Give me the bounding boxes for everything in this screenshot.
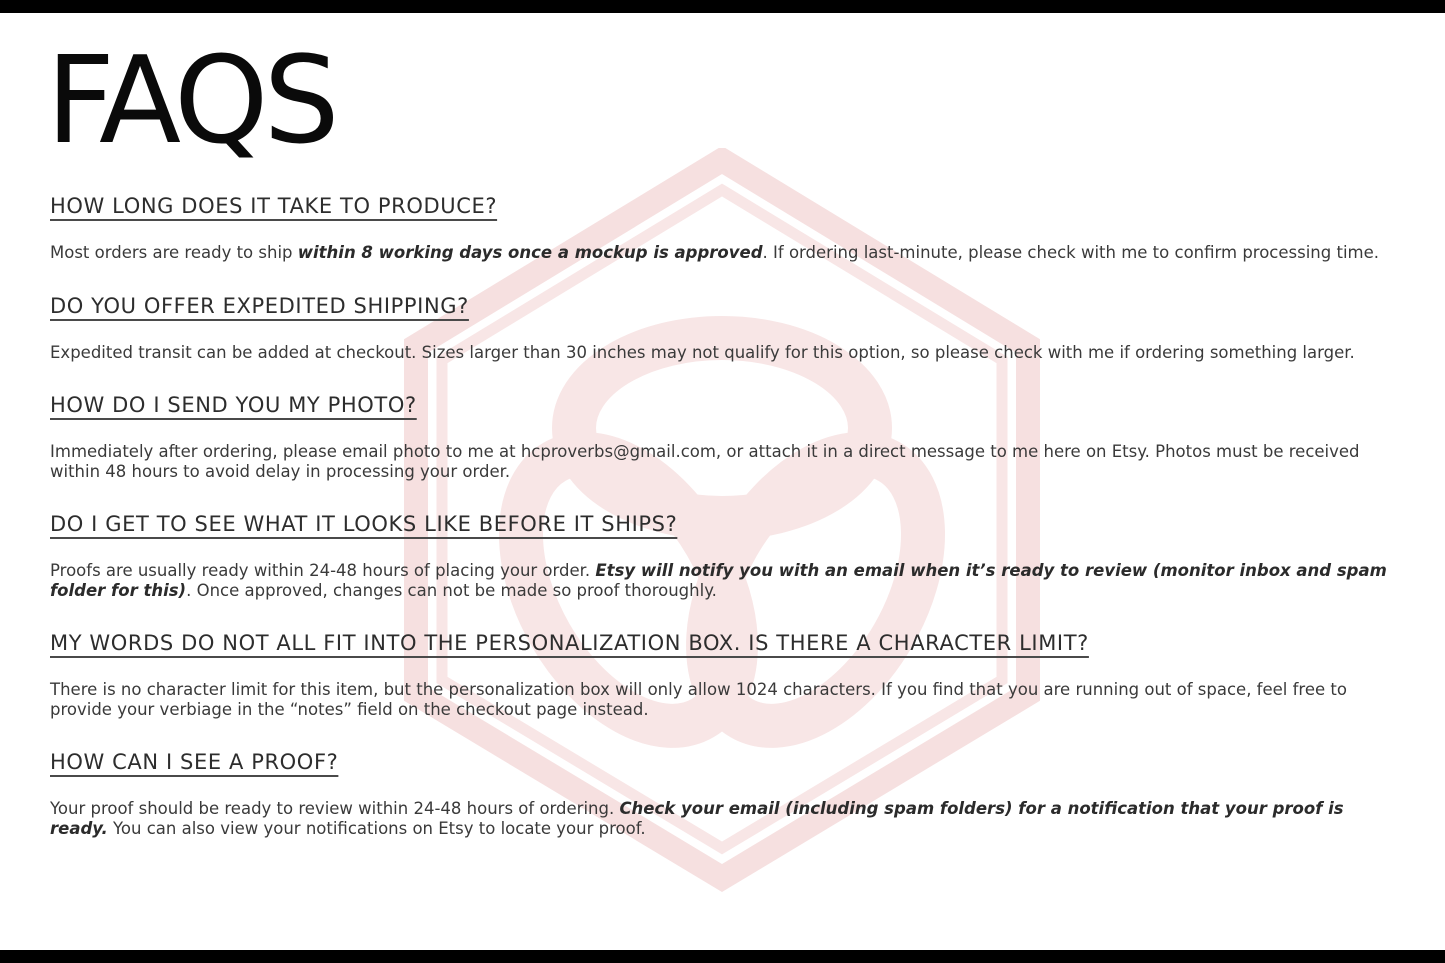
faq-answer (50, 442, 1397, 481)
answer-segment: There is no character limit for this item, but the personalization box will only allow 1024 characters. If you find that you are running out of space, feel free to provide your verbiage in the “notes” field on the checkout page instead. (50, 680, 1347, 719)
faq-answer (50, 799, 1397, 838)
faq-item (50, 193, 1397, 263)
answer-segment: . If ordering last-minute, please check with me to confirm processing time. (762, 243, 1380, 263)
faq-item (50, 293, 1397, 363)
page-title: FAQS (46, 32, 335, 171)
answer-segment: within 8 working days once a mockup is approved (297, 243, 763, 263)
answer-segment: Etsy will notify you with an email when it’s ready to review (monitor inbox and spam folder for this) (50, 561, 1387, 600)
faq-question: HOW LONG DOES IT TAKE TO PRODUCE? (50, 194, 498, 219)
answer-segment: . Once approved, changes can not be made so proof thoroughly. (186, 580, 717, 600)
faq-item (50, 749, 1397, 838)
answer-segment: Immediately after ordering, please email photo to me at hcproverbs@gmail.com, or attach it in a direct message to me here on Etsy. Photos must be received within 48 hours to avoid delay in processing your order. (50, 442, 1360, 481)
answer-segment: Your proof should be ready to review within 24-48 hours of ordering. (50, 799, 620, 819)
faq-list (50, 193, 1397, 838)
answer-segment: Proofs are usually ready within 24-48 hours of placing your order. (50, 561, 596, 581)
faq-item (50, 511, 1397, 600)
faq-question: DO I GET TO SEE WHAT IT LOOKS LIKE BEFORE IT SHIPS? (50, 512, 678, 537)
faq-item (50, 630, 1397, 719)
answer-segment: Expedited transit can be added at checkout. Sizes larger than 30 inches may not qualify for this option, so please check with me if ordering something larger. (50, 342, 1355, 362)
faq-question: MY WORDS DO NOT ALL FIT INTO THE PERSONALIZATION BOX. IS THERE A CHARACTER LIMIT? (50, 631, 1089, 656)
faq-item (50, 392, 1397, 481)
answer-segment: Check your email (including spam folders) for a notification that your proof is ready. (50, 799, 1344, 838)
faq-question: DO YOU OFFER EXPEDITED SHIPPING? (50, 293, 469, 318)
faq-question: HOW CAN I SEE A PROOF? (50, 750, 339, 775)
answer-segment: Most orders are ready to ship (50, 243, 298, 263)
bottom-black-bar (0, 950, 1445, 963)
faq-answer (50, 343, 1397, 363)
faq-answer (50, 680, 1397, 719)
faq-answer (50, 561, 1397, 600)
faq-answer (50, 243, 1397, 263)
answer-segment: You can also view your notifications on Etsy to locate your proof. (107, 818, 646, 838)
faq-question: HOW DO I SEND YOU MY PHOTO? (50, 393, 417, 418)
